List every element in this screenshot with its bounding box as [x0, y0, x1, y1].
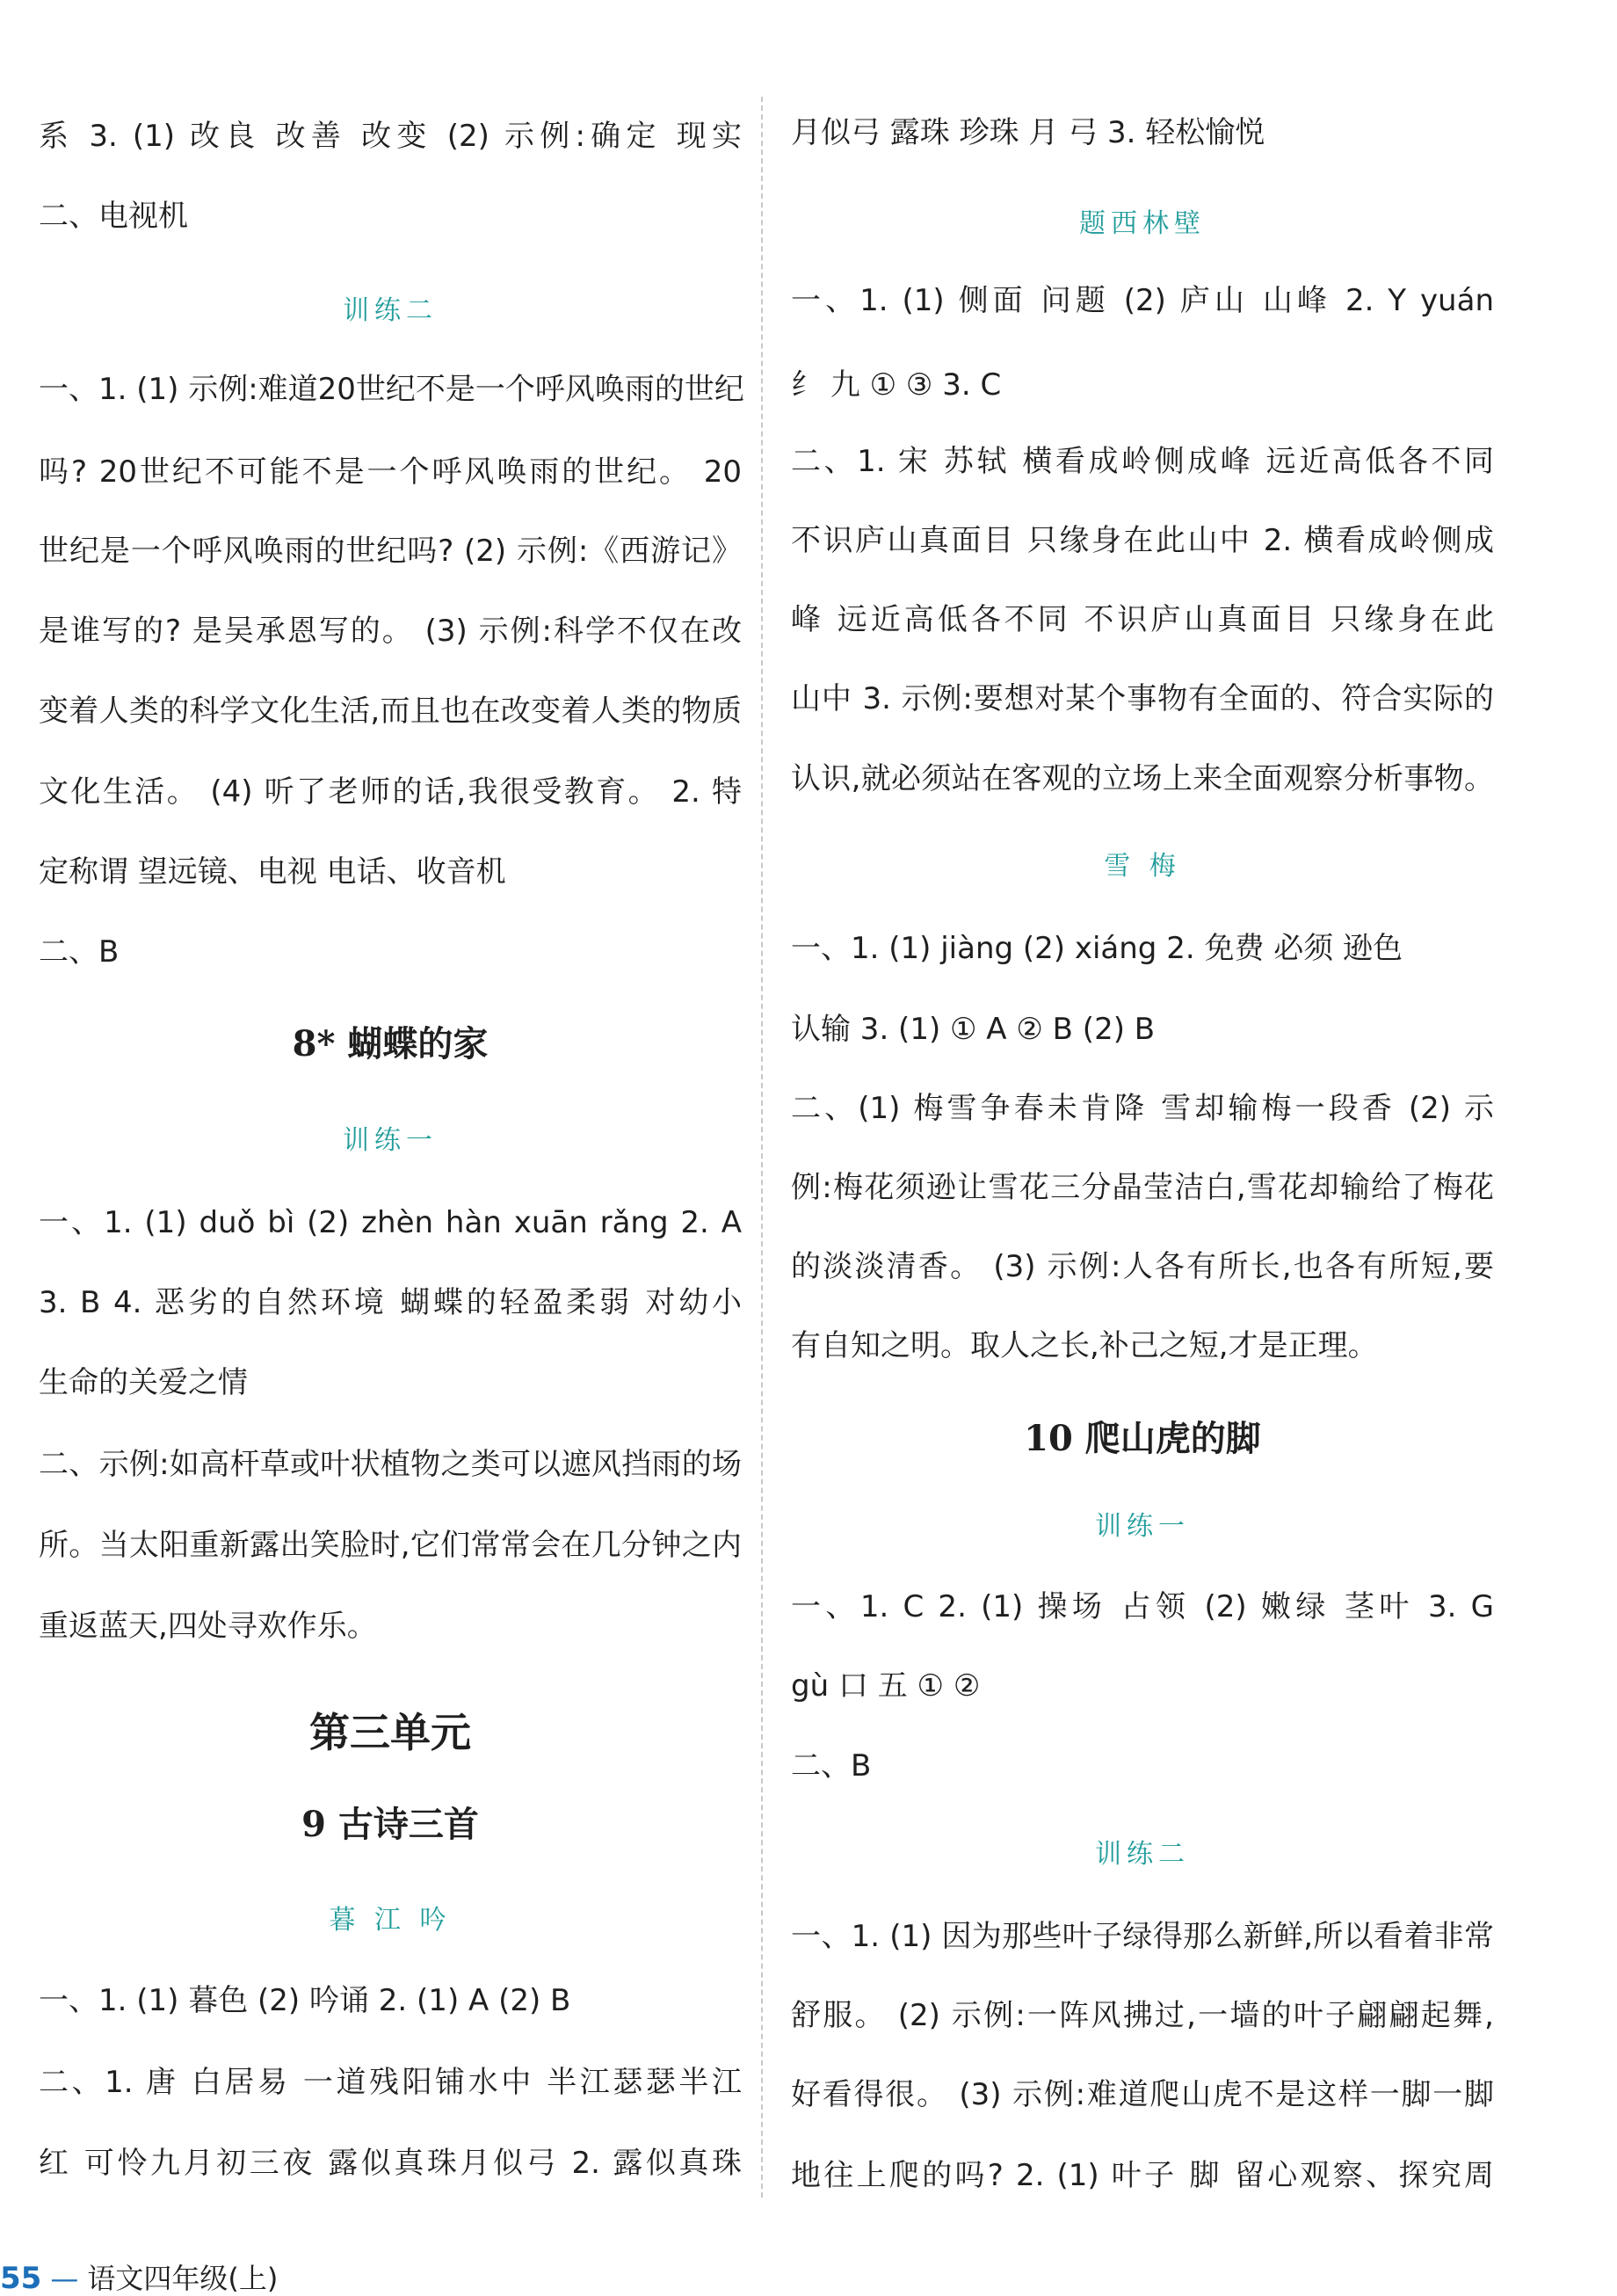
section-subheading: 训练一 — [1095, 1511, 1190, 1542]
answer-line: 红 可怜九月初三夜 露似真珠月似弓 2. 露似真珠 — [39, 2146, 742, 2181]
answer-line: 所。当太阳重新露出笑脸时,它们常常会在几分钟之内 — [39, 1528, 742, 1563]
answer-line: 一、1. (1) jiàng (2) xiáng 2. 免费 必须 逊色 — [791, 931, 1403, 966]
answer-line: 是谁写的? 是吴承恩写的。 (3) 示例:科学不仅在改 — [39, 614, 742, 649]
answer-line: 一、1. C 2. (1) 操场 占领 (2) 嫩绿 茎叶 3. G — [791, 1589, 1494, 1624]
answer-line: 二、电视机 — [39, 199, 188, 234]
answer-line: 吗? 20世纪不可能不是一个呼风唤雨的世纪。 20 — [39, 454, 742, 490]
answer-line: gù 口 五 ① ② — [791, 1668, 981, 1704]
answer-line: 例:梅花须逊让雪花三分晶莹洁白,雪花却输给了梅花 — [791, 1170, 1494, 1205]
answer-line: 山中 3. 示例:要想对某个事物有全面的、符合实际的 — [791, 681, 1494, 716]
footer-separator: — — [50, 2262, 79, 2295]
answer-line: 地往上爬的吗? 2. (1) 叶子 脚 留心观察、探究周 — [791, 2158, 1494, 2193]
unit-title: 第三单元 — [309, 1709, 471, 1756]
lesson-title: 10 爬山虎的脚 — [1024, 1418, 1261, 1459]
lesson-title: 8* 蝴蝶的家 — [292, 1023, 489, 1064]
answer-line: 重返蓝天,四处寻欢作乐。 — [39, 1609, 377, 1644]
page-footer — [0, 2261, 278, 2296]
page-number: 55 — [0, 2261, 42, 2296]
section-subheading: 训练一 — [343, 1125, 438, 1156]
answer-line: 一、1. (1) 示例:难道20世纪不是一个呼风唤雨的世纪 — [39, 372, 744, 407]
answer-line: 认输 3. (1) ① A ② B (2) B — [791, 1012, 1156, 1047]
answer-line: 好看得很。 (3) 示例:难道爬山虎不是这样一脚一脚 — [791, 2077, 1494, 2112]
answer-line: 系 3. (1) 改良 改善 改变 (2) 示例:确定 现实 — [39, 119, 742, 154]
section-subheading: 训练二 — [1095, 1839, 1190, 1870]
answer-line: 二、B — [791, 1748, 872, 1784]
answer-line: 一、1. (1) 暮色 (2) 吟诵 2. (1) A (2) B — [39, 1983, 571, 2018]
answer-line: 3. B 4. 恶劣的自然环境 蝴蝶的轻盈柔弱 对幼小 — [39, 1285, 742, 1320]
answer-line: 生命的关爱之情 — [39, 1365, 248, 1400]
answer-line: 的淡淡清香。 (3) 示例:人各有所长,也各有所短,要 — [791, 1249, 1494, 1284]
lesson-title: 9 古诗三首 — [301, 1804, 479, 1845]
answer-line: 一、1. (1) 侧面 问题 (2) 庐山 山峰 2. Y yuán — [791, 283, 1494, 318]
book-title: 语文四年级(上) — [87, 2262, 279, 2295]
answer-line: 一、1. (1) 因为那些叶子绿得那么新鲜,所以看着非常 — [791, 1919, 1494, 1954]
section-subheading: 训练二 — [343, 295, 438, 326]
answer-line: 月似弓 露珠 珍珠 月 弓 3. 轻松愉悦 — [791, 115, 1265, 150]
answer-line: 定称谓 望远镜、电视 电话、收音机 — [39, 854, 506, 890]
answer-line: 二、1. 宋 苏轼 横看成岭侧成峰 远近高低各不同 — [791, 444, 1494, 479]
answer-line: 文化生活。 (4) 听了老师的话,我很受教育。 2. 特 — [39, 774, 742, 810]
column-divider — [761, 97, 763, 2198]
section-subheading: 题西林壁 — [1079, 208, 1206, 239]
answer-line: 纟 九 ① ③ 3. C — [791, 367, 1002, 403]
answer-line: 二、示例:如高杆草或叶状植物之类可以遮风挡雨的场 — [39, 1447, 742, 1482]
answer-line: 峰 远近高低各不同 不识庐山真面目 只缘身在此 — [791, 602, 1494, 637]
section-subheading: 暮 江 吟 — [329, 1905, 452, 1936]
answer-line: 不识庐山真面目 只缘身在此山中 2. 横看成岭侧成 — [791, 523, 1494, 558]
answer-line: 一、1. (1) duǒ bì (2) zhèn hàn xuān rǎng 2. A — [39, 1205, 742, 1240]
answer-line: 舒服。 (2) 示例:一阵风拂过,一墙的叶子翩翩起舞, — [791, 1998, 1494, 2033]
answer-line: 二、1. 唐 白居易 一道残阳铺水中 半江瑟瑟半江 — [39, 2065, 742, 2100]
answer-line: 二、B — [39, 934, 120, 970]
section-subheading: 雪 梅 — [1104, 851, 1181, 882]
answer-line: 世纪是一个呼风唤雨的世纪吗? (2) 示例:《西游记》 — [39, 534, 742, 569]
answer-line: 认识,就必须站在客观的立场上来全面观察分析事物。 — [791, 761, 1494, 796]
answer-line: 有自知之明。取人之长,补己之短,才是正理。 — [791, 1328, 1378, 1363]
answer-line: 变着人类的科学文化生活,而且也在改变着人类的物质 — [39, 694, 742, 729]
answer-line: 二、(1) 梅雪争春未肯降 雪却输梅一段香 (2) 示 — [791, 1091, 1494, 1126]
